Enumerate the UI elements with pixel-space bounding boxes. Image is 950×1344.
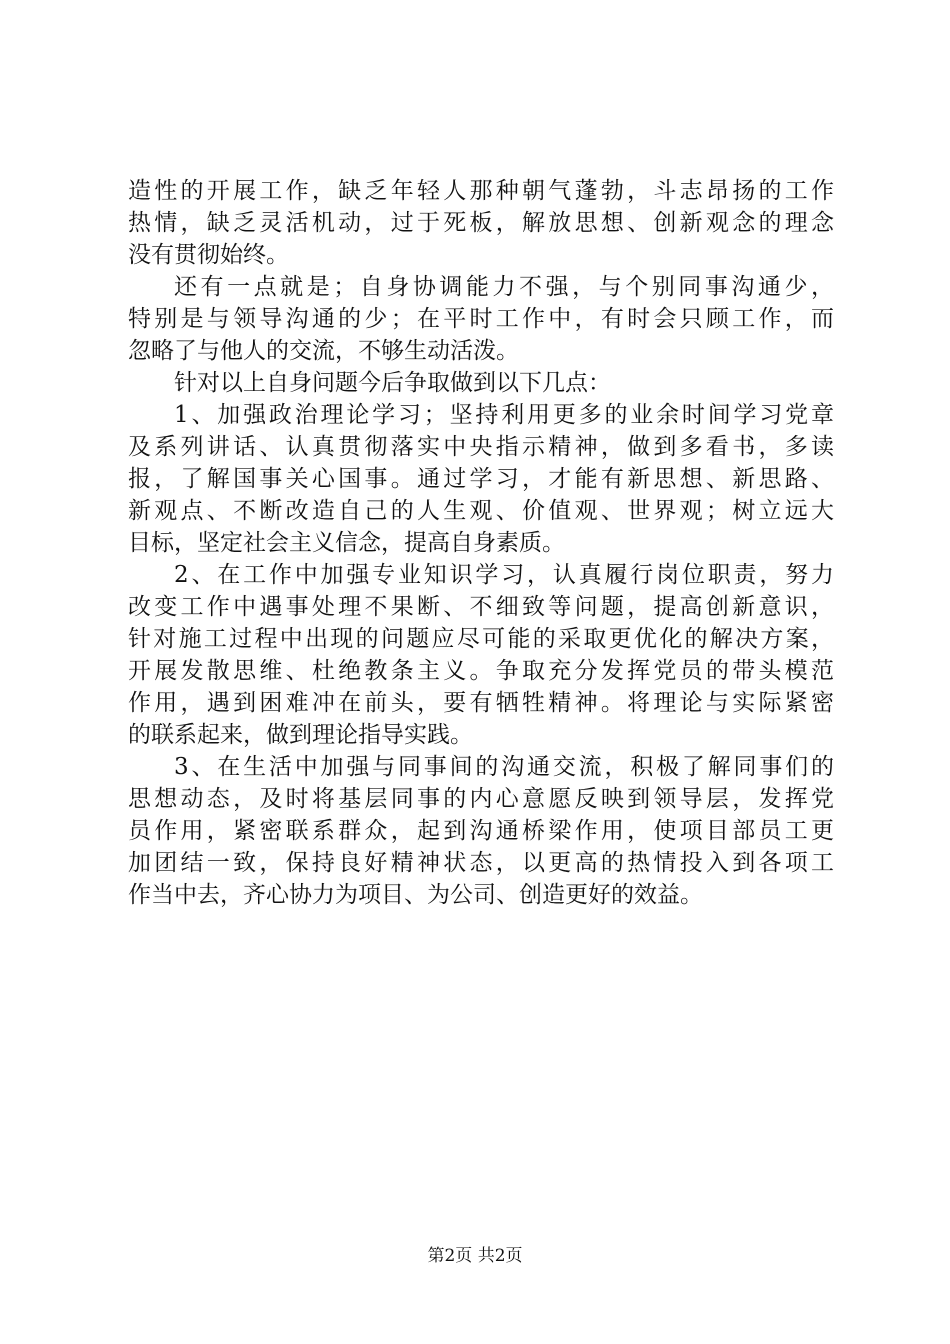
paragraph-continuation (128, 175, 834, 271)
text-line: 员作用，紧密联系群众，起到沟通桥梁作用，使项目部员工更 (128, 818, 834, 844)
paragraph-communication (128, 271, 834, 367)
text-line: 改变工作中遇事处理不果断、不细致等问题，提高创新意识， (128, 594, 834, 620)
paragraph-intro-points (128, 367, 834, 399)
paragraph-point-3 (128, 751, 834, 911)
text-line: 针对施工过程中出现的问题应尽可能的采取更优化的解决方案， (128, 626, 834, 652)
paragraph-point-2 (128, 559, 834, 751)
text-line: 3、在生活中加强与同事间的沟通交流，积极了解同事们的 (174, 754, 834, 780)
text-line: 热情，缺乏灵活机动，过于死板，解放思想、创新观念的理念 (128, 210, 834, 236)
text-line: 1、加强政治理论学习；坚持利用更多的业余时间学习党章 (174, 402, 834, 428)
paragraph-point-1 (128, 399, 834, 559)
text-line: 目标，坚定社会主义信念，提高自身素质。 (128, 530, 565, 556)
text-line: 新观点、不断改造自己的人生观、价值观、世界观；树立远大 (128, 498, 834, 524)
text-line: 忽略了与他人的交流，不够生动活泼。 (128, 338, 519, 364)
text-line: 2、在工作中加强专业知识学习，认真履行岗位职责，努力 (174, 562, 834, 588)
text-line: 报，了解国事关心国事。通过学习，才能有新思想、新思路、 (128, 466, 834, 492)
text-line: 作当中去，齐心协力为项目、为公司、创造更好的效益。 (128, 882, 703, 908)
text-line: 没有贯彻始终。 (128, 242, 289, 268)
text-line: 造性的开展工作，缺乏年轻人那种朝气蓬勃，斗志昂扬的工作 (128, 178, 834, 204)
text-line: 加团结一致，保持良好精神状态，以更高的热情投入到各项工 (128, 850, 834, 876)
document-body (128, 175, 834, 911)
text-line: 开展发散思维、杜绝教条主义。争取充分发挥党员的带头模范 (128, 658, 834, 684)
text-line: 作用，遇到困难冲在前头，要有牺牲精神。将理论与实际紧密 (128, 690, 834, 716)
text-line: 的联系起来，做到理论指导实践。 (128, 722, 473, 748)
text-line: 针对以上自身问题今后争取做到以下几点： (174, 370, 611, 396)
text-line: 还有一点就是；自身协调能力不强，与个别同事沟通少， (174, 274, 834, 300)
page-number-label: 第2页 共2页 (427, 1246, 523, 1266)
text-line: 特别是与领导沟通的少；在平时工作中，有时会只顾工作，而 (128, 306, 834, 332)
text-line: 思想动态，及时将基层同事的内心意愿反映到领导层，发挥党 (128, 786, 834, 812)
page-footer (0, 1244, 950, 1268)
text-line: 及系列讲话、认真贯彻落实中央指示精神，做到多看书，多读 (128, 434, 834, 460)
